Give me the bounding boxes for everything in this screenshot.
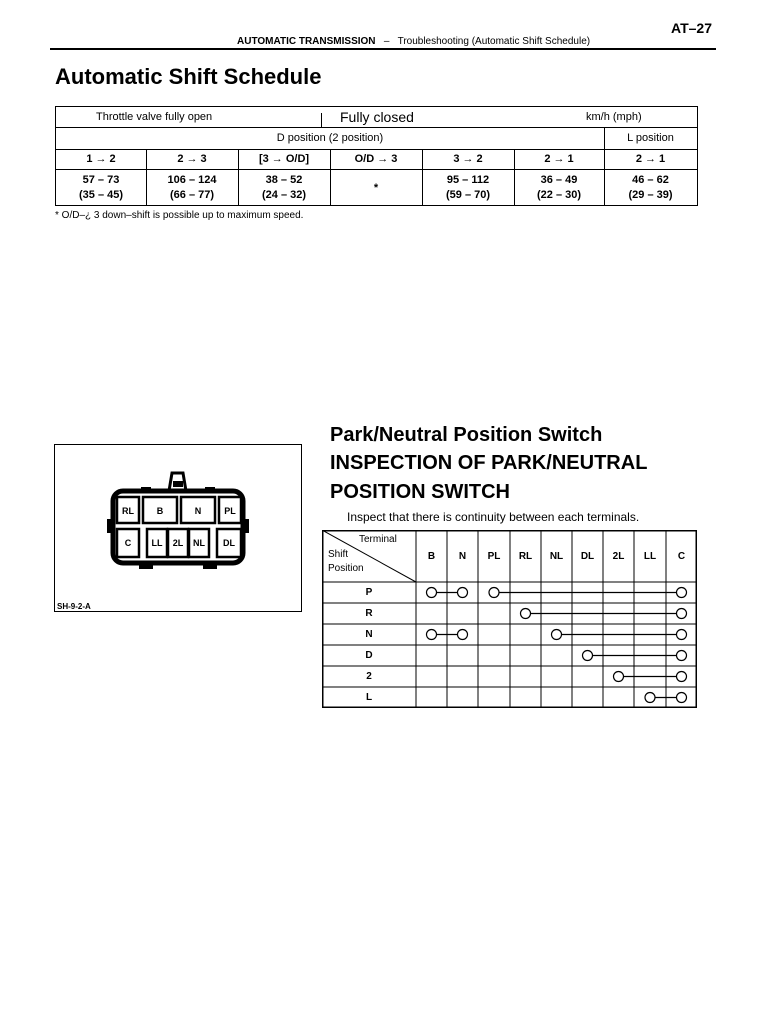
shift-speed-kmh: * bbox=[373, 182, 379, 194]
position-label: 2 bbox=[366, 671, 372, 682]
corner-terminal: Terminal bbox=[359, 534, 397, 545]
shift-speed-kmh: 106 – 124 bbox=[167, 174, 217, 186]
corner-position: Position bbox=[328, 563, 364, 574]
continuity-terminal-circle bbox=[521, 609, 531, 619]
corner-shift: Shift bbox=[328, 549, 349, 560]
footnote: * O/D–¿ 3 down–shift is possible up to maximum speed. bbox=[55, 210, 304, 221]
table-rule bbox=[321, 113, 322, 127]
header-section: AUTOMATIC TRANSMISSION bbox=[237, 36, 376, 47]
shift-speed-mph: (35 – 45) bbox=[78, 189, 124, 201]
position-label: N bbox=[365, 629, 373, 640]
continuity-terminal-circle bbox=[677, 630, 687, 640]
table-rule bbox=[56, 149, 697, 150]
pin-c: C bbox=[124, 538, 132, 548]
continuity-terminal-circle bbox=[489, 588, 499, 598]
inspection-heading-2: POSITION SWITCH bbox=[330, 481, 510, 503]
terminal-header: LL bbox=[643, 551, 657, 562]
instruction-text: Inspect that there is continuity between each terminals. bbox=[347, 510, 640, 524]
l-position-label: L position bbox=[627, 132, 674, 144]
shift-column-header: 3 → 2 bbox=[453, 153, 483, 165]
continuity-terminal-circle bbox=[583, 651, 593, 661]
pin-nl: NL bbox=[193, 538, 205, 548]
position-label: P bbox=[365, 587, 373, 598]
table-rule bbox=[56, 127, 697, 128]
schedule-title: Automatic Shift Schedule bbox=[55, 64, 322, 89]
shift-column-header: O/D → 3 bbox=[354, 153, 398, 165]
continuity-terminal-circle bbox=[677, 588, 687, 598]
continuity-terminal-circle bbox=[458, 630, 468, 640]
terminal-header: C bbox=[677, 551, 686, 562]
table-rule bbox=[56, 169, 697, 170]
shift-speed-kmh: 57 – 73 bbox=[82, 174, 120, 186]
units-label: km/h (mph) bbox=[586, 111, 642, 123]
shift-column-header: 2 → 1 bbox=[544, 153, 574, 165]
shift-column-header: [3 → O/D] bbox=[258, 153, 310, 165]
pin-dl: DL bbox=[223, 538, 235, 548]
continuity-terminal-circle bbox=[427, 630, 437, 640]
terminal-header: B bbox=[427, 551, 436, 562]
shift-speed-mph: (24 – 32) bbox=[261, 189, 307, 201]
throttle-label: Throttle valve fully open bbox=[96, 111, 213, 123]
switch-title: Park/Neutral Position Switch bbox=[330, 424, 603, 446]
continuity-terminal-circle bbox=[458, 588, 468, 598]
fully-closed-label: Fully closed bbox=[340, 109, 414, 125]
terminal-header: PL bbox=[487, 551, 501, 562]
continuity-terminal-circle bbox=[677, 609, 687, 619]
shift-schedule-table bbox=[55, 106, 698, 206]
shift-speed-kmh: 46 – 62 bbox=[632, 174, 669, 186]
shift-speed-mph: (66 – 77) bbox=[169, 189, 215, 201]
position-label: L bbox=[365, 692, 373, 703]
pin-b: B bbox=[156, 506, 164, 516]
pin-pl: PL bbox=[224, 506, 236, 516]
continuity-terminal-circle bbox=[677, 651, 687, 661]
connector-figure bbox=[54, 444, 302, 612]
connector-drawing bbox=[55, 445, 301, 611]
continuity-terminal-circle bbox=[677, 672, 687, 682]
terminal-header: RL bbox=[518, 551, 533, 562]
terminal-header: NL bbox=[549, 551, 564, 562]
terminal-header: DL bbox=[580, 551, 595, 562]
inspection-heading-1: INSPECTION OF PARK/NEUTRAL bbox=[330, 452, 648, 474]
figure-code: SH-9-2-A bbox=[57, 602, 91, 611]
pin-2l: 2L bbox=[172, 538, 184, 548]
continuity-terminal-circle bbox=[427, 588, 437, 598]
d-position-label: D position (2 position) bbox=[276, 132, 384, 144]
header-rule bbox=[50, 48, 716, 50]
shift-column-header: 2 → 1 bbox=[635, 153, 666, 165]
position-label: R bbox=[365, 608, 373, 619]
shift-column-header: 1 → 2 bbox=[86, 153, 116, 165]
continuity-terminal-circle bbox=[645, 693, 655, 703]
terminal-header: N bbox=[458, 551, 467, 562]
pin-n: N bbox=[194, 506, 202, 516]
pin-rl: RL bbox=[122, 506, 134, 516]
shift-speed-mph: (22 – 30) bbox=[536, 189, 582, 201]
continuity-terminal-circle bbox=[552, 630, 562, 640]
header-dash: – bbox=[383, 36, 390, 47]
continuity-terminal-circle bbox=[677, 693, 687, 703]
running-header bbox=[237, 36, 590, 47]
continuity-terminal-circle bbox=[614, 672, 624, 682]
shift-speed-mph: (59 – 70) bbox=[445, 189, 491, 201]
position-label: D bbox=[365, 650, 373, 661]
header-subsection: Troubleshooting (Automatic Shift Schedule) bbox=[397, 36, 591, 47]
shift-speed-kmh: 95 – 112 bbox=[446, 174, 490, 186]
page-number: AT–27 bbox=[671, 20, 712, 36]
continuity-table bbox=[322, 530, 697, 708]
shift-speed-kmh: 38 – 52 bbox=[265, 174, 303, 186]
shift-speed-mph: (29 – 39) bbox=[628, 189, 673, 201]
shift-speed-kmh: 36 – 49 bbox=[540, 174, 578, 186]
terminal-header: 2L bbox=[612, 551, 625, 562]
pin-ll: LL bbox=[151, 538, 163, 548]
shift-column-header: 2 → 3 bbox=[177, 153, 207, 165]
